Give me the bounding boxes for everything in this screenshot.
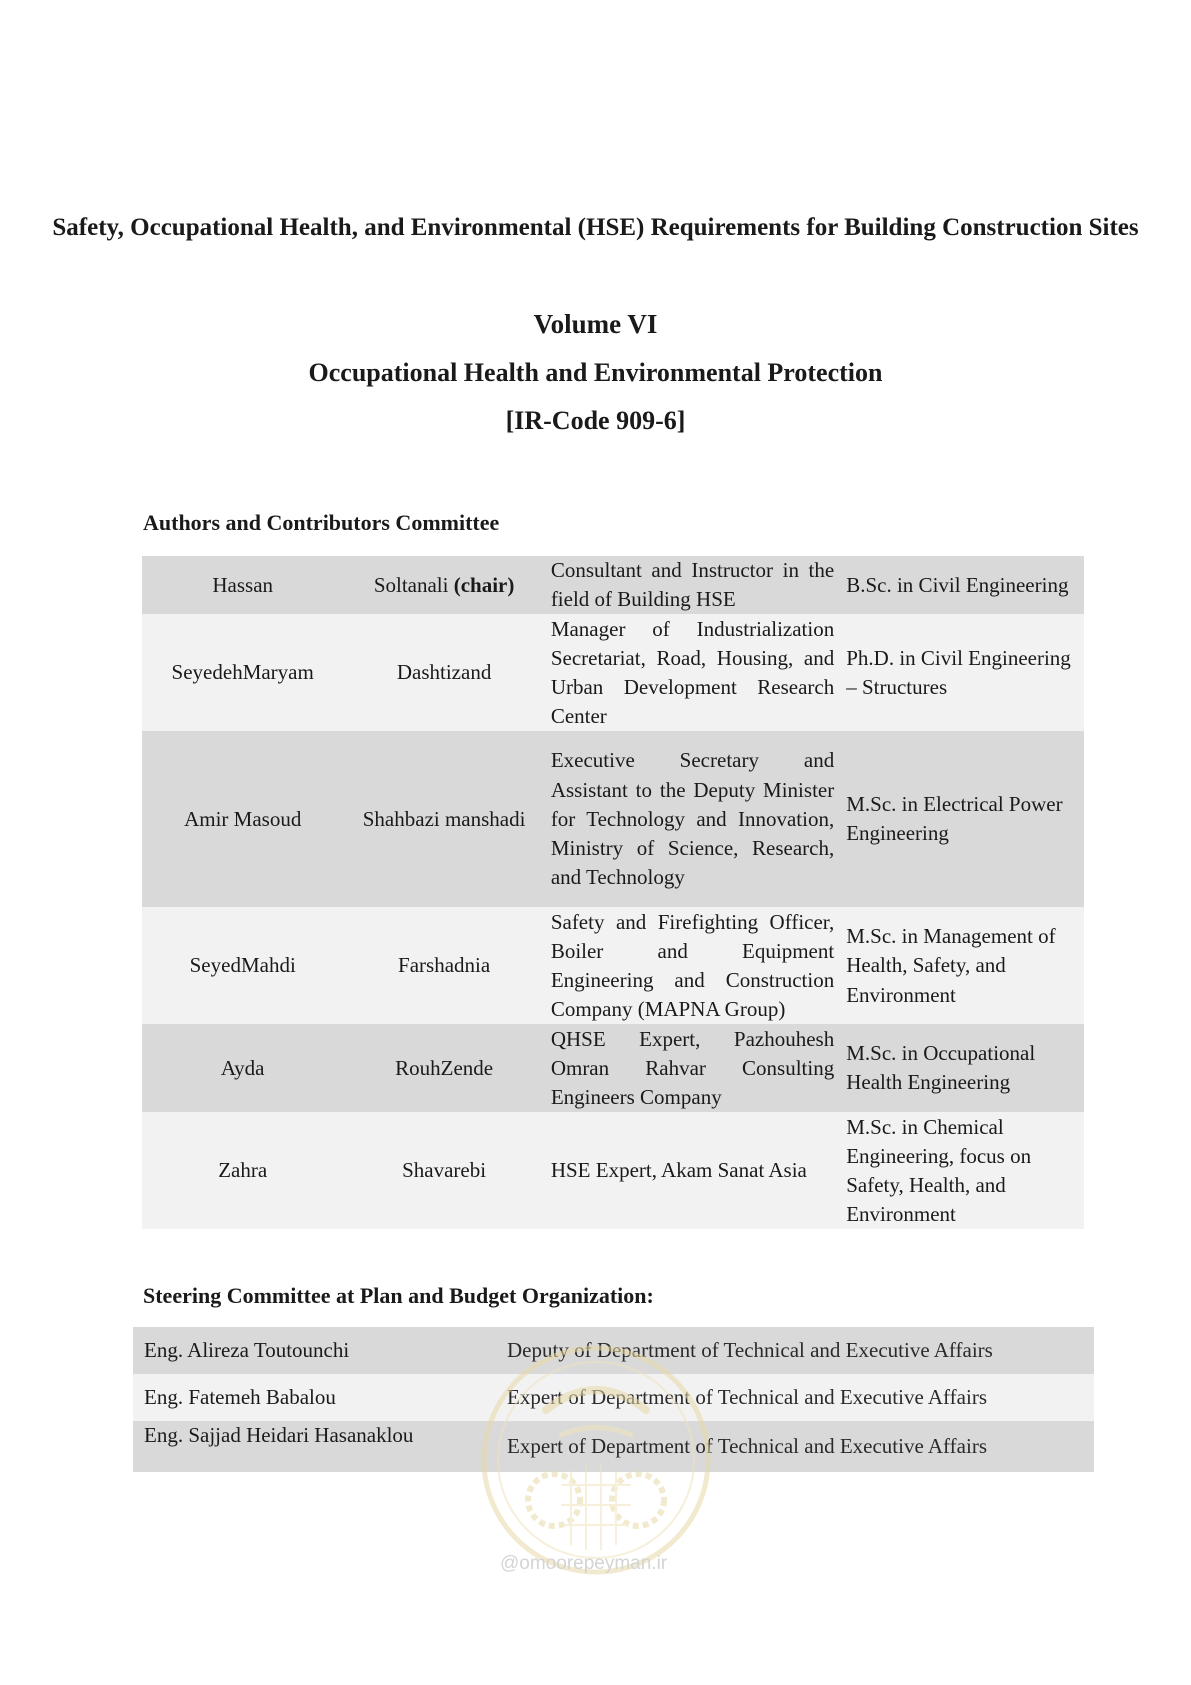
role: Executive Secretary and Assistant to the Deputy Minister for Technology and Innovation, Ministry of Science, Research, and Technology — [545, 731, 840, 907]
table-row — [142, 556, 1084, 614]
table-row — [133, 1327, 1094, 1374]
first-name: Zahra — [142, 1112, 343, 1229]
degree: M.Sc. in Electrical Power Engineering — [840, 731, 1084, 907]
last-name — [343, 556, 544, 614]
member-role: Expert of Department of Technical and Executive Affairs — [496, 1374, 1094, 1421]
table-row — [133, 1374, 1094, 1421]
degree: Ph.D. in Civil Engineering – Structures — [840, 614, 1084, 731]
first-name: Amir Masoud — [142, 731, 343, 907]
member-name: Eng. Sajjad Heidari Hasanaklou — [133, 1421, 496, 1472]
authors-heading: Authors and Contributors Committee — [143, 510, 500, 535]
last-name: RouhZende — [343, 1024, 544, 1112]
member-role: Deputy of Department of Technical and Executive Affairs — [496, 1327, 1094, 1374]
table-row — [133, 1421, 1094, 1472]
table-row — [142, 614, 1084, 731]
code-label: [IR-Code 909-6] — [505, 406, 686, 435]
last-name: Shavarebi — [343, 1112, 544, 1229]
role: Manager of Industrialization Secretariat, Road, Housing, and Urban Development Research Center — [545, 614, 840, 731]
last-name: Shahbazi manshadi — [343, 731, 544, 907]
role: Consultant and Instructor in the field of Building HSE — [545, 556, 840, 614]
chair-marker: (chair) — [453, 572, 515, 597]
table-row — [142, 1112, 1084, 1229]
watermark-text: @omoorepeyman.ir — [500, 1553, 668, 1574]
degree: B.Sc. in Civil Engineering — [840, 556, 1084, 614]
role: HSE Expert, Akam Sanat Asia — [545, 1112, 840, 1229]
table-row — [142, 907, 1084, 1024]
steering-heading: Steering Committee at Plan and Budget Organization: — [143, 1283, 654, 1308]
authors-table — [142, 556, 1084, 1229]
table-row — [142, 1024, 1084, 1112]
steering-table — [133, 1327, 1094, 1472]
last-name-text: Soltanali — [373, 572, 449, 597]
last-name: Farshadnia — [343, 907, 544, 1024]
first-name: SeyedMahdi — [142, 907, 343, 1024]
degree: M.Sc. in Management of Health, Safety, and Environment — [840, 907, 1084, 1024]
first-name: SeyedehMaryam — [142, 614, 343, 731]
role: Safety and Firefighting Officer, Boiler and Equipment Engineering and Construction Company (MAPNA Group) — [545, 907, 840, 1024]
volume-label: Volume VI — [533, 309, 658, 339]
first-name: Ayda — [142, 1024, 343, 1112]
member-name: Eng. Fatemeh Babalou — [133, 1374, 496, 1421]
member-role: Expert of Department of Technical and Executive Affairs — [496, 1421, 1094, 1472]
last-name: Dashtizand — [343, 614, 544, 731]
degree: M.Sc. in Occupational Health Engineering — [840, 1024, 1084, 1112]
document-title: Safety, Occupational Health, and Environmental (HSE) Requirements for Building Construction Sites — [52, 214, 1139, 241]
member-name: Eng. Alireza Toutounchi — [133, 1327, 496, 1374]
table-row — [142, 731, 1084, 907]
first-name: Hassan — [142, 556, 343, 614]
degree: M.Sc. in Chemical Engineering, focus on Safety, Health, and Environment — [840, 1112, 1084, 1229]
role: QHSE Expert, Pazhouhesh Omran Rahvar Consulting Engineers Company — [545, 1024, 840, 1112]
volume-subtitle: Occupational Health and Environmental Protection — [308, 358, 883, 387]
